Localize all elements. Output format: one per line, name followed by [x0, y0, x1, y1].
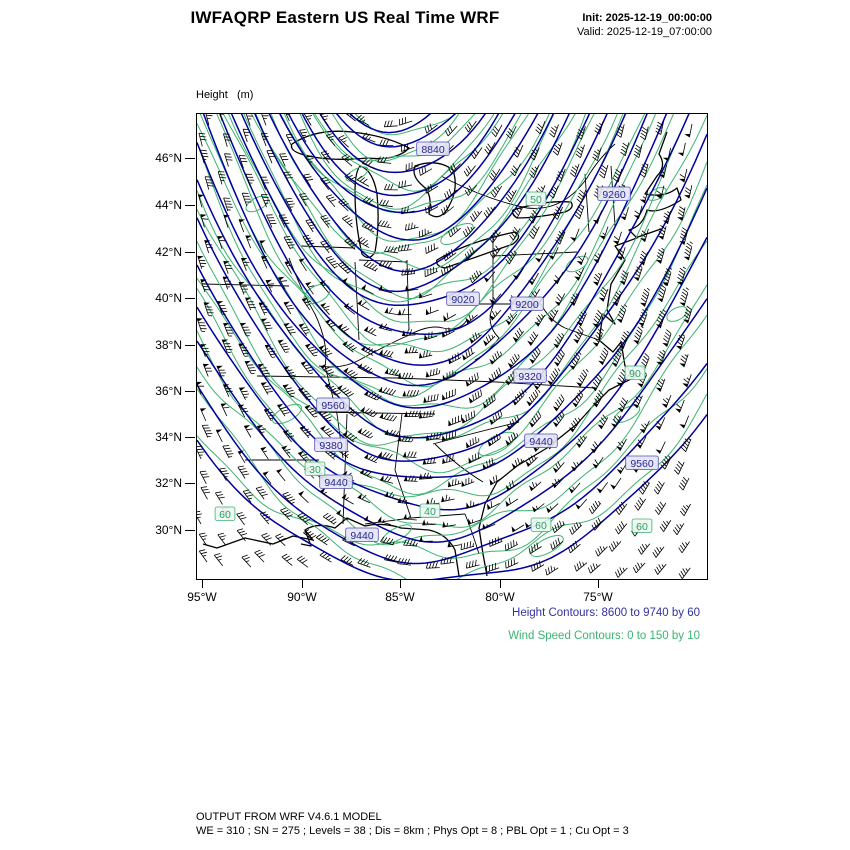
height-contour-label [447, 292, 480, 306]
svg-text:60: 60 [535, 520, 547, 532]
valid-time: Valid: 2025-12-19_07:00:00 [577, 26, 712, 38]
lat-tick [185, 158, 195, 159]
wind-contour-label [305, 462, 325, 476]
footer-model-line: OUTPUT FROM WRF V4.6.1 MODEL [196, 811, 382, 823]
svg-text:9380: 9380 [319, 440, 343, 452]
lon-tick [302, 579, 303, 588]
svg-text:9440: 9440 [350, 530, 374, 542]
wind-contour-label [420, 504, 440, 518]
lon-tick-label: 95°W [187, 590, 217, 604]
lon-tick-label: 80°W [485, 590, 515, 604]
height-contour-label [626, 456, 659, 470]
plot-title: IWFAQRP Eastern US Real Time WRF [190, 8, 500, 27]
lat-tick [185, 205, 195, 206]
svg-text:60: 60 [636, 521, 648, 533]
height-contour-label [525, 434, 558, 448]
lat-tick-label: 46°N [155, 151, 182, 165]
lon-tick [400, 579, 401, 588]
lon-tick-label: 85°W [385, 590, 415, 604]
height-contour-label [511, 297, 544, 311]
svg-text:30: 30 [309, 464, 321, 476]
height-contour-label [598, 187, 631, 201]
lat-tick-label: 30°N [155, 523, 182, 537]
svg-text:9560: 9560 [630, 458, 654, 470]
height-contour-label [317, 398, 350, 412]
lon-tick [598, 579, 599, 588]
lon-tick [500, 579, 501, 588]
init-time: Init: 2025-12-19_00:00:00 [582, 12, 712, 24]
lat-tick [185, 483, 195, 484]
lat-tick [185, 391, 195, 392]
svg-text:90: 90 [629, 368, 641, 380]
lat-tick [185, 252, 195, 253]
svg-text:8840: 8840 [421, 144, 445, 156]
height-contours-layer [197, 114, 707, 579]
map-svg [197, 114, 707, 579]
svg-text:9320: 9320 [518, 371, 542, 383]
height-contour-label [315, 438, 348, 452]
lat-tick [185, 437, 195, 438]
svg-text:9260: 9260 [602, 189, 626, 201]
svg-text:60: 60 [219, 509, 231, 521]
height-contour-note: Height Contours: 8600 to 9740 by 60 [512, 607, 700, 619]
lat-tick [185, 530, 195, 531]
contour-labels-layer [215, 142, 658, 542]
wind-contour-label [526, 192, 546, 206]
lat-tick [185, 298, 195, 299]
lat-tick-label: 40°N [155, 291, 182, 305]
lon-tick-label: 90°W [287, 590, 317, 604]
lon-tick-label: 75°W [583, 590, 613, 604]
lat-tick [185, 345, 195, 346]
svg-text:9020: 9020 [451, 294, 475, 306]
lat-tick-label: 32°N [155, 476, 182, 490]
windspeed-contour-note: Wind Speed Contours: 0 to 150 by 10 [508, 630, 700, 642]
map-frame [196, 113, 708, 580]
footer-config-line: WE = 310 ; SN = 275 ; Levels = 38 ; Dis = 8km ; Phys Opt = 8 ; PBL Opt = 1 ; Cu Opt = 3 [196, 825, 629, 837]
svg-text:50: 50 [530, 194, 542, 206]
height-contour-label [514, 369, 547, 383]
lat-tick-label: 42°N [155, 245, 182, 259]
svg-text:9200: 9200 [515, 299, 539, 311]
legend-height: Height (m) [196, 89, 254, 101]
height-contour-label [346, 528, 379, 542]
height-contour-label [320, 475, 353, 489]
svg-text:9440: 9440 [529, 436, 553, 448]
lat-tick-label: 36°N [155, 384, 182, 398]
wind-contour-label [531, 518, 551, 532]
lat-tick-label: 44°N [155, 198, 182, 212]
svg-text:9440: 9440 [324, 477, 348, 489]
wind-contour-label [215, 507, 235, 521]
wind-contour-label [625, 366, 645, 380]
lat-tick-label: 34°N [155, 430, 182, 444]
svg-text:40: 40 [424, 506, 436, 518]
lat-tick-label: 38°N [155, 338, 182, 352]
height-contour-label [417, 142, 450, 156]
svg-text:9560: 9560 [321, 400, 345, 412]
lon-tick [202, 579, 203, 588]
wind-contour-label [632, 519, 652, 533]
